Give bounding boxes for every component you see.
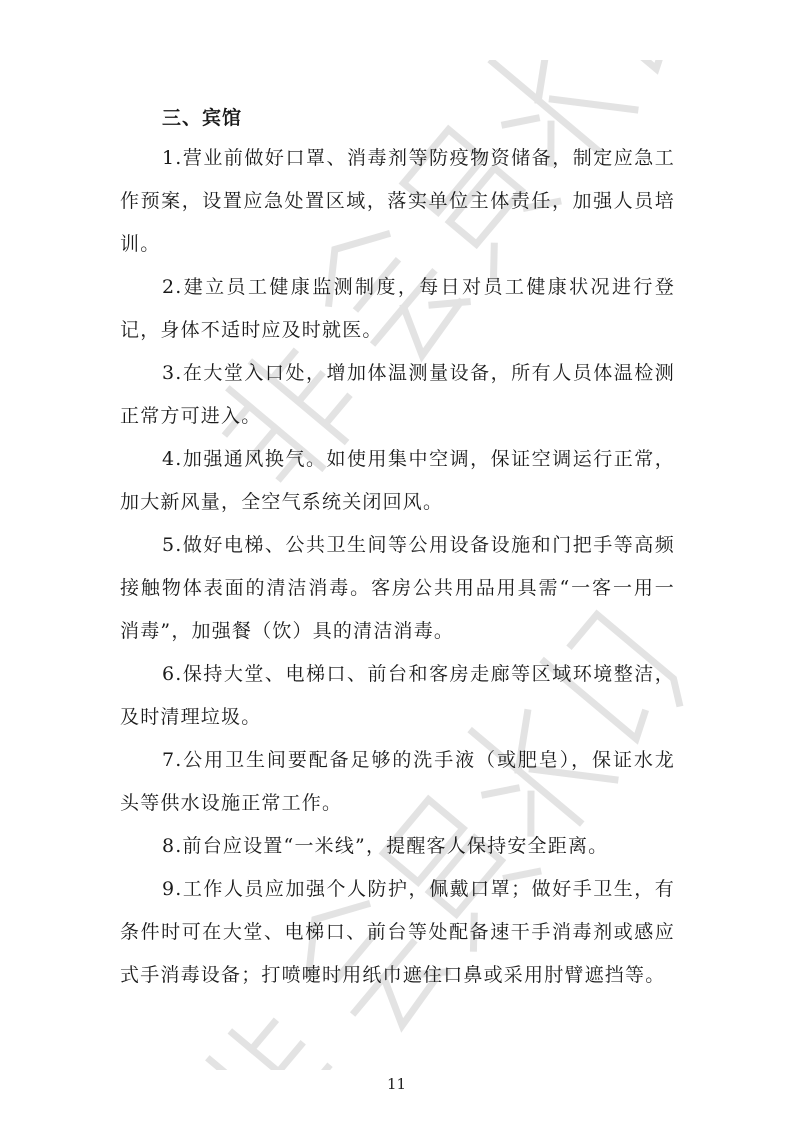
document-body <box>120 100 675 997</box>
paragraph-5: 5.做好电梯、公共卫生间等公用设备设施和门把手等高频接触物体表面的清洁消毒。客房公共用品用具需“一客一用一消毒”，加强餐（饮）具的清洁消毒。 <box>120 534 675 642</box>
paragraph-2: 2.建立员工健康监测制度，每日对员工健康状况进行登记，身体不适时应及时就医。 <box>120 276 675 341</box>
paragraph-3: 3.在大堂入口处，增加体温测量设备，所有人员体温检测正常方可进入。 <box>120 362 675 427</box>
page-number: 11 <box>386 1075 407 1093</box>
paragraph-1: 1.营业前做好口罩、消毒剂等防疫物资储备，制定应急工作预案，设置应急处置区域，落实单位主体责任，加强人员培训。 <box>120 147 675 255</box>
paragraph-8: 8.前台应设置“一米线”，提醒客人保持安全距离。 <box>162 835 609 857</box>
section-heading: 三、宾馆 <box>162 107 243 129</box>
paragraph-4: 4.加强通风换气。如使用集中空调，保证空调运行正常，加大新风量，全空气系统关闭回风。 <box>120 448 675 513</box>
paragraph-7: 7.公用卫生间要配备足够的洗手液（或肥皂），保证水龙头等供水设施正常工作。 <box>120 749 675 814</box>
paragraph-6: 6.保持大堂、电梯口、前台和客房走廊等区域环境整洁，及时清理垃圾。 <box>120 663 675 728</box>
paragraph-9: 9.工作人员应加强个人防护，佩戴口罩；做好手卫生，有条件时可在大堂、电梯口、前台等处配备速干手消毒剂或感应式手消毒设备；打喷嚏时用纸巾遮住口鼻或采用肘臂遮挡等。 <box>120 878 675 986</box>
